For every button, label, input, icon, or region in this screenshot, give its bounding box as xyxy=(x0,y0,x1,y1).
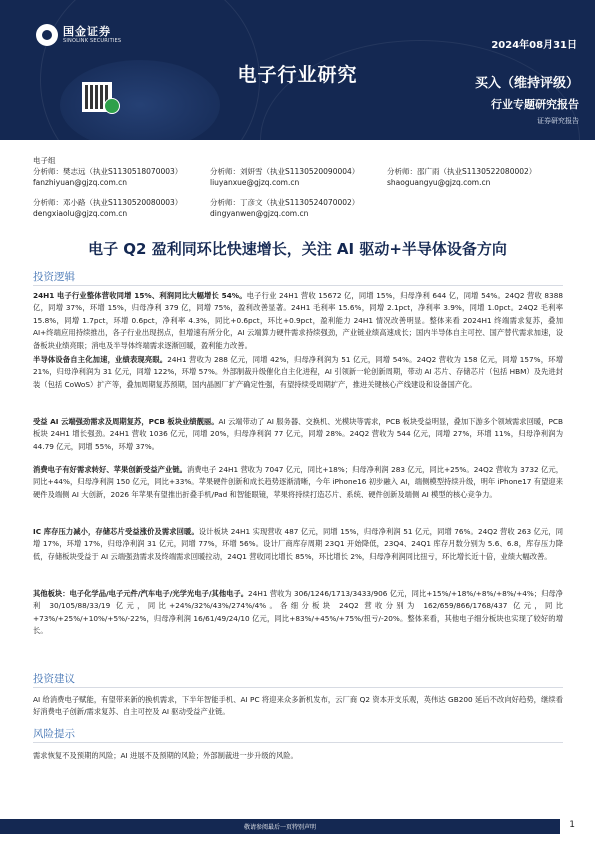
paragraph-body: 24H1 营收为 306/1246/1713/3433/906 亿元，同比+15%/+18%/+8%/+8%/+4%；归母净利 30/105/88/33/19 亿元，同比+24%/32%/43%/274%/4%。各细分板块 24Q2 营收分别为 162/659/866/1768/437 亿元，同比+73%/+25%/+10%/+5%/-22%，归母净利润 16/61/49/24/10 亿元，同比+83%/+45%/+75%/扭亏/-20%。整体来看，其他电子细分板块也实现了较好的增长。 xyxy=(33,589,563,636)
logic-paragraph-4 xyxy=(33,464,563,501)
logic-paragraph-2 xyxy=(33,354,563,391)
paragraph-lead: 消费电子有好需求转好、苹果创新受益产业链。 xyxy=(33,465,187,474)
analyst-item xyxy=(33,167,203,188)
analyst-name: 分析师：丁彦文（执业S1130524070002） xyxy=(210,198,360,207)
logo-en-text: SINOLINK SECURITIES xyxy=(63,37,122,44)
report-subtype: 证券研究报告 xyxy=(537,117,579,125)
analyst-name: 分析师：刘妍雪（执业S1130520090004） xyxy=(210,167,360,176)
analyst-item xyxy=(33,198,203,219)
report-date: 2024年08月31日 xyxy=(491,40,577,51)
section-divider xyxy=(33,285,563,286)
footer-disclaimer[interactable]: 敬请参阅最后一页特别声明 xyxy=(243,824,316,831)
analyst-email[interactable]: shaoguangyu@gjzq.com.cn xyxy=(387,177,491,187)
analyst-email[interactable]: dingyanwen@gjzq.com.cn xyxy=(210,208,309,218)
section-title-logic: 投资逻辑 xyxy=(33,271,75,283)
section-divider xyxy=(33,687,563,688)
paragraph-lead: 24H1 电子行业整体营收同增 15%、利润同比大幅增长 54%。 xyxy=(33,291,247,300)
analyst-item xyxy=(210,198,380,219)
report-type: 行业专题研究报告 xyxy=(491,98,579,111)
logic-paragraph-6 xyxy=(33,588,563,638)
analyst-name: 分析师：邓小路（执业S1130520080003） xyxy=(33,198,183,207)
advice-paragraph: AI 给消费电子赋能，有望带来新的换机需求，下半年智能手机、AI PC 将迎来众多新机发布，云厂商 Q2 资本开支乐观，英伟达 GB200 延后不改向好趋势，继续看好消费电子创新/需求复苏、自主可控及 AI 驱动受益产业链。 xyxy=(33,695,563,717)
wechat-badge-icon xyxy=(104,98,120,114)
section-title-risk: 风险提示 xyxy=(33,728,75,740)
paragraph-body: 设计板块 24H1 实现营收 487 亿元，同增 15%，归母净利润 51 亿元，同增 76%。24Q2 营收 263 亿元，同增 17%，环增 17%，归母净利润 31 亿元，同增 77%，环增 56%。设计厂商库存周期 23Q1 开始降低，23Q4、24Q1 库存月数分别为 5.6、6.8，库存压力降低，存储板块受益于 AI 云端强劲需求及终端需求回暖拉动，24Q1 营收同比增长 85%，环比增长 2%，归母净利润同比扭亏，环比增长近十倍，业绩大幅改善。 xyxy=(33,527,563,561)
paragraph-lead: 其他板块：电子化学品/电子元件/汽车电子/光学光电子/其他电子。 xyxy=(33,589,249,598)
paragraph-body: 消费电子 24H1 营收为 7047 亿元，同比+18%；归母净利润 283 亿元，同比+25%。24Q2 营收为 3732 亿元，同比+44%，归母净利润 150 亿元，同比+33%。苹果硬件创新和成长趋势逐渐清晰，今年 iPhone16 初步融入 AI，端侧模型持续升级，明年 iPhone17 有望迎来硬件及端侧 AI 大创新，2026 年苹果有望推出折叠手机/Pad 和智能眼镜，苹果将持续打造芯片、系统、硬件创新及端侧 AI 模型的核心竞争力。 xyxy=(33,465,563,499)
analyst-item xyxy=(210,167,380,188)
logic-paragraph-3 xyxy=(33,416,563,453)
paragraph-body: 电子行业 24H1 营收 15672 亿，同增 15%，归母净利 644 亿，同增 54%。24Q2 营收 8388 亿，同增 37%，环增 15%，归母净利 379 亿，同增 75%，盈利改善显著。24H1 毛利率 15.6%，同增 2.1pct，净利率 3.9%，同增 1.0pct。24Q2 毛利率 15.8%，同增 1.7pct，环增 0.6pct，净利率 4.3%，同比+0.6pct，环比+0.9pct，盈利能力 24H1 情况改善明显。整体来看 2024H1 终端需求复苏，叠加 AI+终端应用持续推出，各子行业出现拐点，但增速有所分化，AI 云端算力硬件需求持续强劲，产业链业绩高速成长；国内半导体自主可控、国产替代需求加速，设备板块业绩亮眼；消电及半导体终端需求逐渐回暖，盈利能力改善。 xyxy=(33,291,563,350)
paragraph-lead: 半导体设备自主化加速，业绩表现亮眼。 xyxy=(33,355,168,364)
analyst-email[interactable]: liuyanxue@gjzq.com.cn xyxy=(210,177,300,187)
report-header xyxy=(0,0,595,148)
paragraph-body: 24H1 营收为 288 亿元，同增 42%，归母净利润为 51 亿元，同增 54%。24Q2 营收为 158 亿元，同增 157%，环增 21%，归母净利润为 31 亿元，同增 122%，环增 57%。外部制裁升级催化自主化进程，AI 引领新一轮创新周期，带动 AI 芯片、存储芯片（包括 HBM）及先进封装（包括 CoWoS）扩产等，叠加周期复苏预期，国内晶圆厂扩产确定性强，有望持续受周期扩产，推进关键核心产线建设和设备国产化。 xyxy=(33,355,563,389)
risk-paragraph: 需求恢复不及预期的风险；AI 进展不及预期的风险；外部制裁进一步升级的风险。 xyxy=(33,751,298,760)
company-logo xyxy=(36,24,121,46)
report-title: 电子行业研究 xyxy=(237,64,358,86)
paragraph-body: AI 云端带动了 AI 服务器、交换机、光模块等需求，PCB 板块受益明显，叠加下游多个领域需求回暖，PCB 板块 24H1 增长强劲。24H1 营收 1036 亿元，同增 20%，归母净利润 77 亿元，同增 28%。24Q2 营收为 544 亿元，同增 27%，环增 11%，归母净利润为 44.79 亿元，同增 55%，环增 37%。 xyxy=(33,417,563,451)
logo-cn-text: 国金证券 xyxy=(63,24,111,38)
logo-icon xyxy=(36,24,58,46)
report-headline: 电子 Q2 盈利同环比快速增长，关注 AI 驱动+半导体设备方向 xyxy=(88,240,507,258)
paragraph-lead: 受益 AI 云端强劲需求及周期复苏，PCB 板块业绩靓丽。 xyxy=(33,417,219,426)
section-title-advice: 投资建议 xyxy=(33,673,75,685)
analyst-name: 分析师：樊志远（执业S1130518070003） xyxy=(33,167,183,176)
section-divider xyxy=(33,742,563,743)
group-label: 电子组 xyxy=(33,156,56,165)
analyst-item xyxy=(387,167,557,188)
analyst-email[interactable]: dengxiaolu@gjzq.com.cn xyxy=(33,208,128,218)
analyst-name: 分析师：邵广雨（执业S1130522080002） xyxy=(387,167,537,176)
page-footer xyxy=(0,806,595,842)
analyst-email[interactable]: fanzhiyuan@gjzq.com.cn xyxy=(33,177,128,187)
logic-paragraph-1 xyxy=(33,290,563,352)
header-band xyxy=(0,0,595,140)
logic-paragraph-5 xyxy=(33,526,563,563)
page-number: 1 xyxy=(569,820,575,830)
paragraph-lead: IC 库存压力减小，存储芯片受益涨价及需求回暖。 xyxy=(33,527,199,536)
rating-label: 买入（维持评级） xyxy=(474,76,579,91)
